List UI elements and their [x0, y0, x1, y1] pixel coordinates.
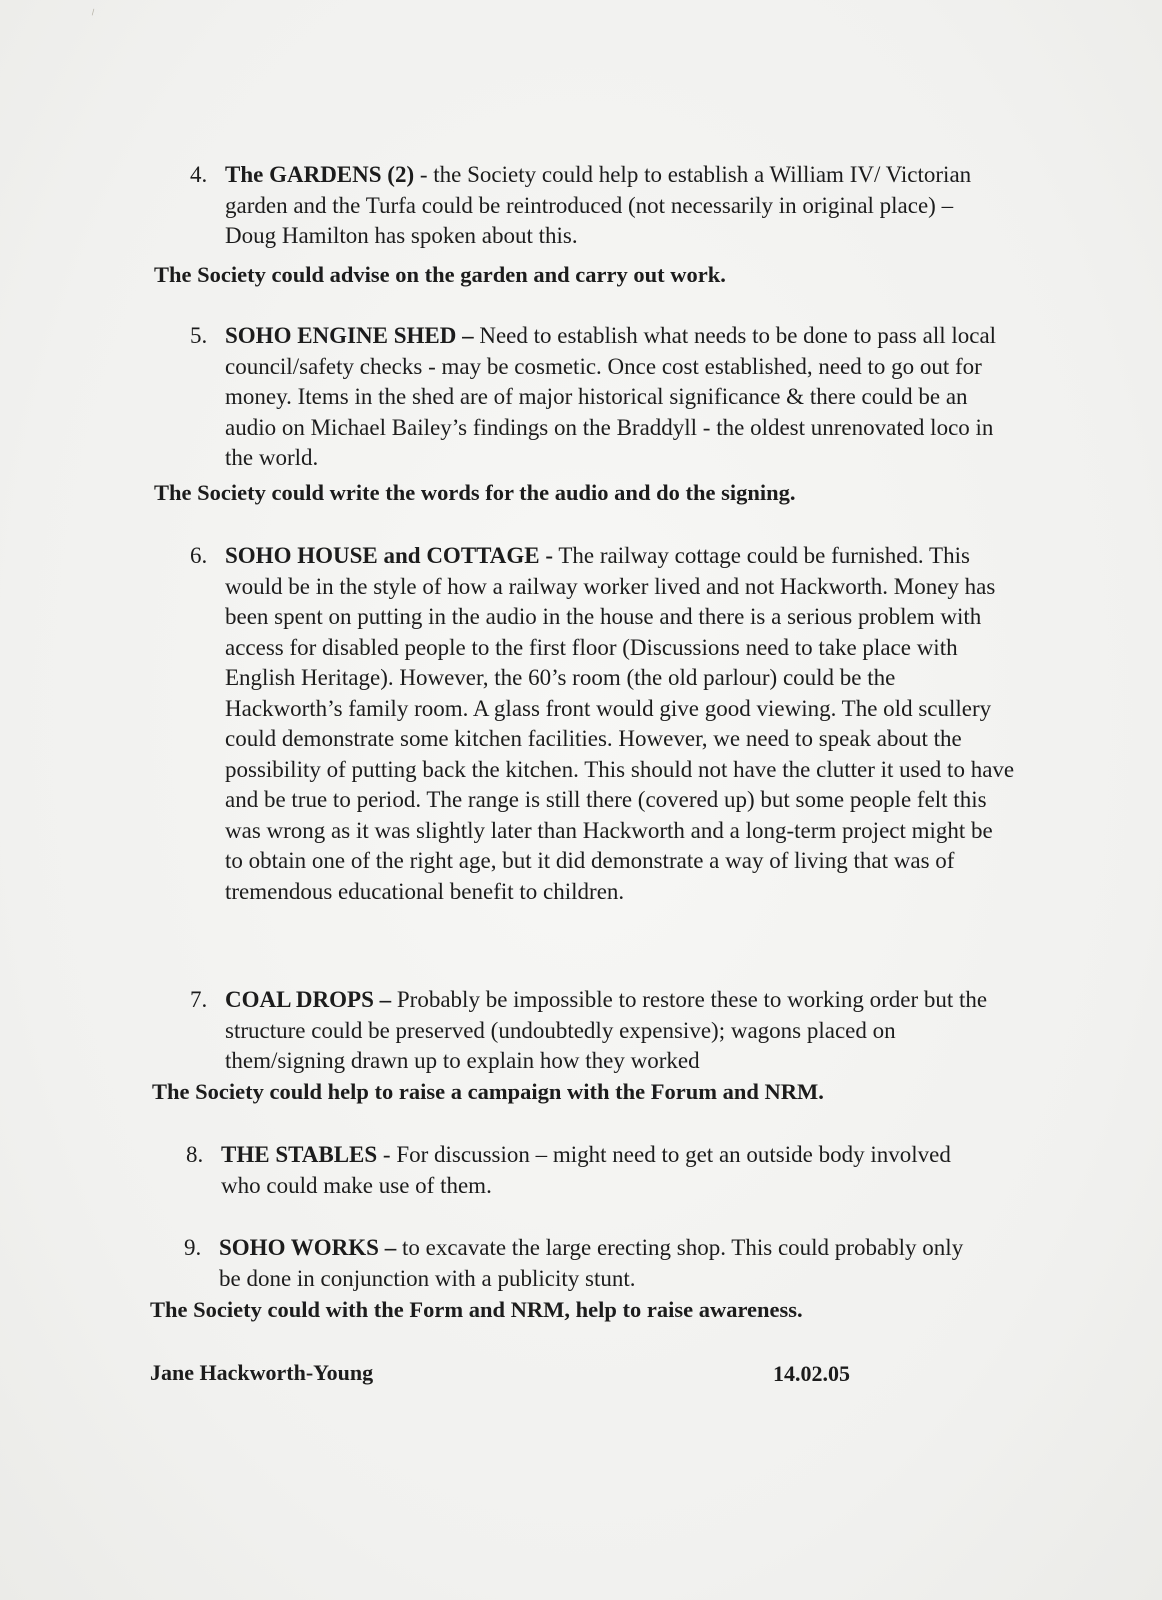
- item-title: SOHO WORKS –: [219, 1235, 397, 1260]
- society-note: The Society could with the Form and NRM, help to raise awareness.: [150, 1297, 803, 1322]
- society-note: The Society could write the words for the audio and do the signing.: [154, 480, 796, 505]
- item-title: SOHO HOUSE and COTTAGE -: [225, 543, 554, 568]
- item-number: 6.: [190, 543, 208, 568]
- society-note: The Society could advise on the garden and carry out work.: [154, 262, 726, 287]
- item-description: to excavate the large erecting shop. This could probably only be done in conjunction with a publicity stunt.: [219, 1235, 964, 1291]
- item-number: 7.: [190, 987, 208, 1012]
- item-description: Need to establish what needs to be done to pass all local council/safety checks - may be cosmetic. Once cost established, need to go out for money. Items in the shed are of major historical significance & there could be an audio on Michael Bailey’s findings on the Braddyll - the oldest unrenovated loco in the world.: [225, 323, 997, 470]
- item-description: The railway cottage could be furnished. This would be in the style of how a railway worker lived and not Hackworth. Money has been spent on putting in the audio in the house and there is a serious problem with access for disabled people to the first floor (Discussions need to take place with English Heritage). However, the 60’s room (the old parlour) could be the Hackworth’s family room. A glass front would give good viewing. The old scullery could demonstrate some kitchen facilities. However, we need to speak about the possibility of putting back the kitchen. This should not have the clutter it used to have and be true to period. The range is still there (covered up) but some people felt this was wrong as it was slightly later than Hackworth and a long-term project might be to obtain one of the right age, but it did demonstrate a way of living that was of tremendous educational benefit to children.: [225, 543, 1015, 904]
- society-note: The Society could help to raise a campaign with the Forum and NRM.: [152, 1079, 824, 1104]
- item-title: THE STABLES: [221, 1142, 378, 1167]
- item-number: 8.: [186, 1142, 204, 1167]
- item-body: [219, 1233, 964, 1294]
- item-body: [221, 1140, 991, 1201]
- item-description: - For discussion – might need to get an outside body involved who could make use of them.: [221, 1142, 951, 1198]
- document-date: 14.02.05: [773, 1361, 850, 1386]
- item-number: 4.: [190, 162, 208, 187]
- item-title: The GARDENS (2): [225, 162, 415, 187]
- author-name: Jane Hackworth-Young: [150, 1360, 374, 1385]
- pen-mark: ⸝: [85, 2, 99, 19]
- item-title: COAL DROPS –: [225, 987, 392, 1012]
- item-body: [225, 321, 1000, 474]
- item-number: 5.: [190, 323, 208, 348]
- item-body: [225, 541, 1015, 907]
- item-body: [225, 985, 1000, 1077]
- item-body: [225, 160, 1005, 252]
- item-description: Probably be impossible to restore these to working order but the structure could be preserved (undoubtedly expensive); wagons placed on them/signing drawn up to explain how they worked: [225, 987, 988, 1073]
- item-description: - the Society could help to establish a William IV/ Victorian garden and the Turfa could be reintroduced (not necessarily in original place) – Doug Hamilton has spoken about this.: [225, 162, 972, 248]
- item-title: SOHO ENGINE SHED –: [225, 323, 474, 348]
- item-number: 9.: [184, 1235, 202, 1260]
